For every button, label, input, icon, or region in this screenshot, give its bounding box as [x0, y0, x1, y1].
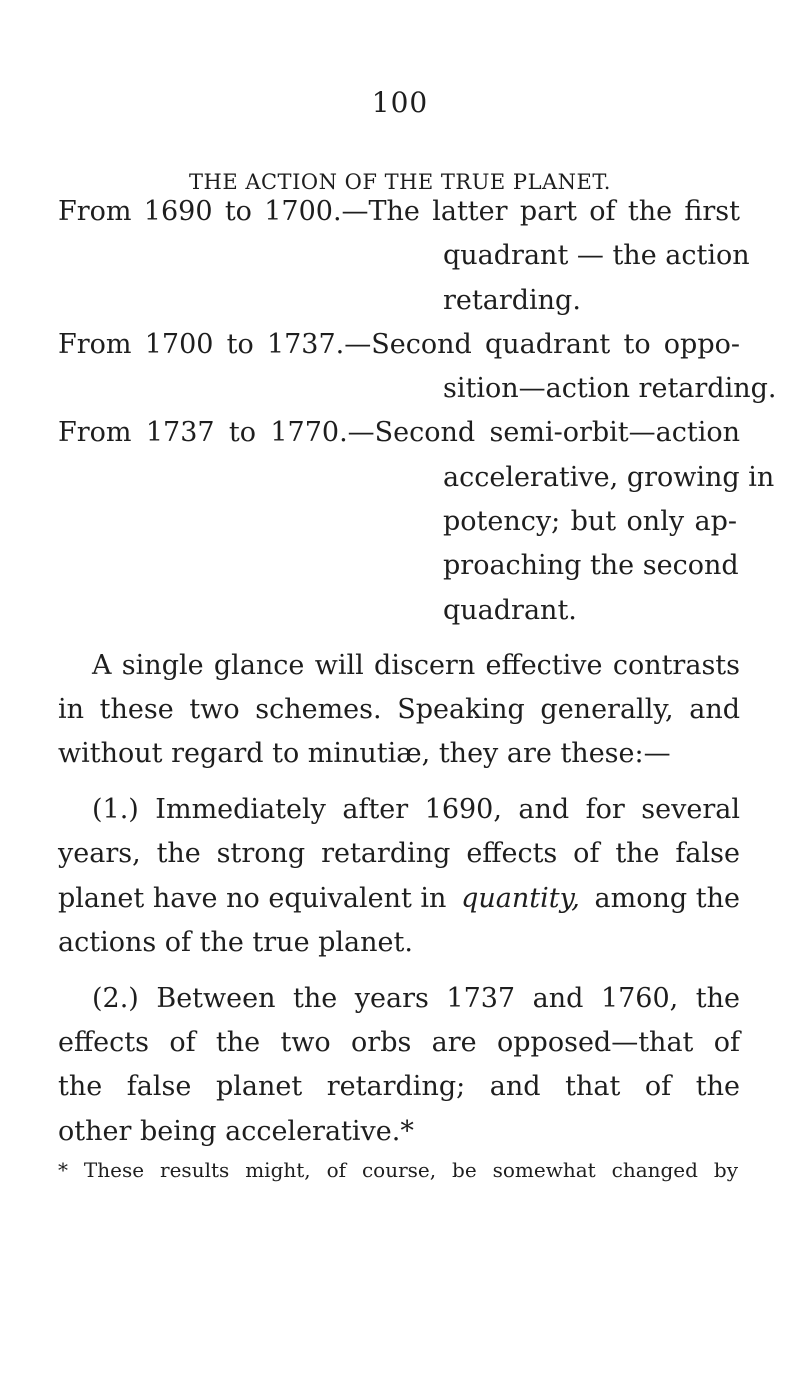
entry-1-line-2: quadrant — the action: [443, 240, 750, 271]
footnote: * These results might, of course, be somewhat changed by: [58, 1158, 738, 1182]
paragraph-1-line-3: without regard to minutiæ, they are these:—: [58, 738, 671, 769]
entry-3-line-5: quadrant.: [443, 595, 577, 626]
paragraph-3-line-1: (2.) Between the years 1737 and 1760, the: [92, 983, 740, 1014]
entry-3-line-4: proaching the second: [443, 550, 739, 581]
paragraph-3-line-4: other being accelerative.*: [58, 1116, 414, 1147]
paragraph-3-line-3: the false planet retarding; and that of the: [58, 1071, 740, 1102]
paragraph-2-line-3-text-b: among the: [594, 883, 740, 914]
entry-2-line-1: From 1700 to 1737.—Second quadrant to oppo-: [58, 329, 740, 360]
entry-1-line-1: From 1690 to 1700.—The latter part of the first: [58, 196, 740, 227]
paragraph-3-line-2: effects of the two orbs are opposed—that of: [58, 1027, 740, 1058]
entry-1-line-3: retarding.: [443, 285, 581, 316]
entry-2-line-2: sition—action retarding.: [443, 373, 777, 404]
page-number: 100: [371, 86, 429, 119]
paragraph-1-line-1: A single glance will discern effective contrasts: [92, 650, 740, 681]
paragraph-2-line-2: years, the strong retarding effects of the false: [58, 838, 740, 869]
entry-3-line-1: From 1737 to 1770.—Second semi-orbit—action: [58, 417, 740, 448]
paragraph-1-line-2: in these two schemes. Speaking generally, and: [58, 694, 740, 725]
entry-3-line-3: potency; but only ap-: [443, 506, 737, 537]
entry-3-line-2: accelerative, growing in: [443, 462, 775, 493]
paragraph-2-line-4: actions of the true planet.: [58, 927, 413, 958]
running-head: THE ACTION OF THE TRUE PLANET.: [189, 170, 611, 194]
paragraph-2-line-3: [58, 885, 740, 912]
paragraph-2-line-3-emphasis: quantity,: [461, 883, 580, 914]
paragraph-2-line-1: (1.) Immediately after 1690, and for several: [92, 794, 740, 825]
paragraph-2-line-3-text-a: planet have no equivalent in: [58, 883, 447, 914]
